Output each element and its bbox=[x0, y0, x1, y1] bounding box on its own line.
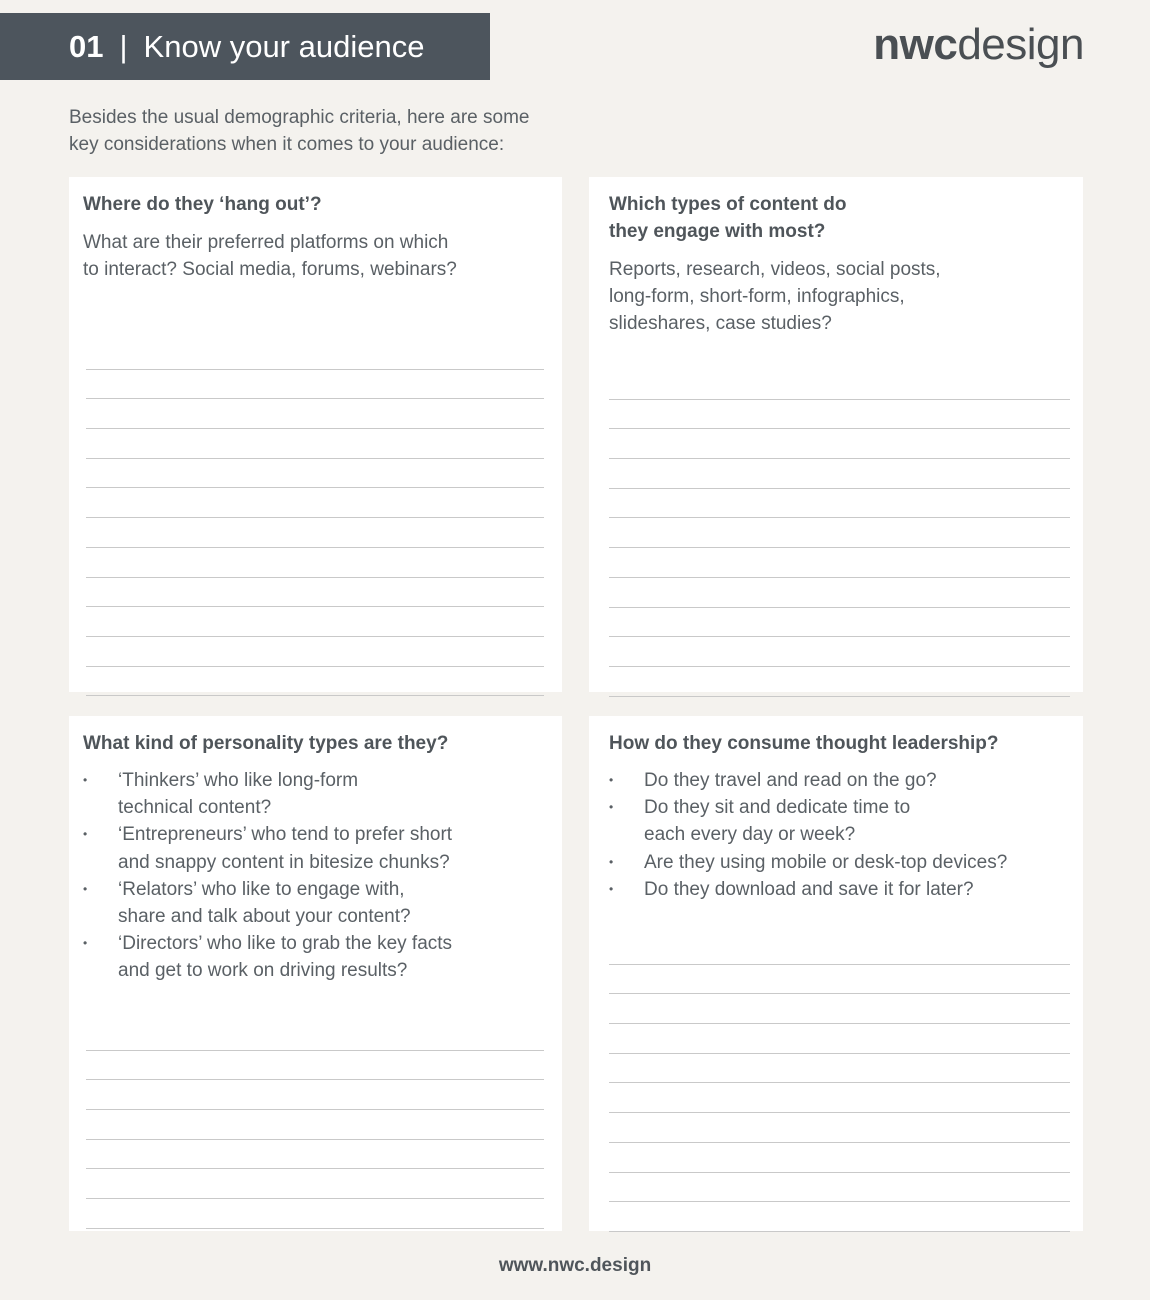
writing-line bbox=[609, 1024, 1070, 1054]
description-line: What are their preferred platforms on which bbox=[83, 232, 449, 253]
writing-line bbox=[609, 994, 1070, 1024]
writing-line bbox=[86, 488, 544, 518]
item-line: ‘Thinkers’ who like long-form bbox=[118, 770, 359, 791]
description-line: long-form, short-form, infographics, bbox=[609, 286, 905, 307]
card-hangout bbox=[69, 177, 562, 692]
list-item bbox=[83, 930, 523, 984]
list-item bbox=[609, 767, 1069, 794]
writing-line bbox=[86, 429, 544, 459]
item-line: ‘Relators’ who like to engage with, bbox=[118, 878, 405, 900]
writing-line bbox=[86, 1080, 544, 1110]
bullet-icon: • bbox=[83, 827, 88, 842]
logo-light-part: design bbox=[957, 20, 1084, 69]
bullet-list bbox=[609, 767, 1069, 903]
writing-lines bbox=[609, 935, 1070, 1232]
item-line: ‘Entrepreneurs’ who tend to prefer short bbox=[118, 824, 453, 846]
description-line: Reports, research, videos, social posts, bbox=[609, 259, 941, 280]
writing-line bbox=[86, 1169, 544, 1199]
bullet-icon: • bbox=[83, 773, 88, 787]
writing-line bbox=[86, 340, 544, 370]
title-line: Which types of content do bbox=[609, 194, 847, 215]
writing-line bbox=[86, 1021, 544, 1051]
bullet-list bbox=[83, 767, 523, 985]
logo-bold-part: nwc bbox=[873, 20, 958, 69]
writing-line bbox=[609, 400, 1070, 430]
bullet-icon: • bbox=[609, 800, 614, 815]
list-item bbox=[83, 876, 523, 930]
card-content-types bbox=[589, 177, 1083, 692]
writing-line bbox=[609, 637, 1070, 667]
list-item bbox=[609, 849, 1069, 876]
item-line: Do they travel and read on the go? bbox=[644, 770, 937, 791]
writing-line bbox=[86, 1140, 544, 1170]
writing-line bbox=[609, 1202, 1070, 1232]
list-item bbox=[609, 876, 1069, 903]
writing-line bbox=[609, 965, 1070, 995]
writing-line bbox=[86, 1199, 544, 1229]
bullet-icon: • bbox=[609, 854, 614, 869]
writing-line bbox=[86, 578, 544, 608]
brand-logo bbox=[873, 20, 1084, 70]
writing-line bbox=[86, 607, 544, 637]
footer-url: www.nwc.design bbox=[498, 1255, 652, 1276]
card-title bbox=[609, 191, 909, 245]
item-line: Do they download and save it for later? bbox=[644, 878, 974, 900]
item-line: and get to work on driving results? bbox=[118, 960, 408, 982]
section-header bbox=[0, 13, 490, 80]
writing-line bbox=[86, 667, 544, 697]
card-description bbox=[609, 256, 989, 337]
writing-line bbox=[609, 518, 1070, 548]
list-item bbox=[83, 767, 523, 821]
item-line: Do they sit and dedicate time to bbox=[644, 797, 911, 819]
item-line: technical content? bbox=[118, 797, 272, 819]
writing-line bbox=[609, 429, 1070, 459]
writing-line bbox=[86, 399, 544, 429]
card-thought-leadership bbox=[589, 716, 1083, 1231]
writing-line bbox=[609, 1083, 1070, 1113]
writing-line bbox=[86, 1110, 544, 1140]
writing-line bbox=[86, 459, 544, 489]
writing-line bbox=[609, 608, 1070, 638]
card-description bbox=[83, 229, 533, 283]
bullet-icon: • bbox=[609, 773, 614, 787]
writing-line bbox=[86, 548, 544, 578]
writing-line bbox=[609, 667, 1070, 697]
writing-line bbox=[609, 489, 1070, 519]
writing-line bbox=[609, 1113, 1070, 1143]
card-title: What kind of personality types are they? bbox=[83, 733, 449, 754]
card-title: Where do they ‘hang out’? bbox=[83, 194, 322, 215]
writing-line bbox=[609, 578, 1070, 608]
writing-line bbox=[86, 1051, 544, 1081]
writing-line bbox=[609, 370, 1070, 400]
writing-line bbox=[609, 1143, 1070, 1173]
writing-line bbox=[86, 518, 544, 548]
item-line: ‘Directors’ who like to grab the key facts bbox=[118, 933, 453, 955]
writing-line bbox=[609, 459, 1070, 489]
bullet-icon: • bbox=[83, 881, 88, 896]
list-item bbox=[83, 821, 523, 875]
intro-line: key considerations when it comes to your audience: bbox=[69, 134, 505, 155]
writing-line bbox=[86, 370, 544, 400]
writing-line bbox=[609, 935, 1070, 965]
item-line: each every day or week? bbox=[644, 824, 856, 846]
card-title: How do they consume thought leadership? bbox=[609, 733, 999, 754]
title-line: they engage with most? bbox=[609, 221, 826, 242]
page-title: Know your audience bbox=[143, 28, 425, 64]
description-line: slideshares, case studies? bbox=[609, 313, 832, 334]
section-number: 01 bbox=[69, 28, 104, 64]
writing-line bbox=[609, 1173, 1070, 1203]
description-line: to interact? Social media, forums, webinars? bbox=[83, 259, 457, 280]
writing-line bbox=[609, 548, 1070, 578]
intro-text bbox=[69, 104, 629, 158]
bullet-icon: • bbox=[609, 881, 614, 896]
writing-line bbox=[609, 1054, 1070, 1084]
item-line: Are they using mobile or desk-top devices? bbox=[644, 851, 1008, 873]
bullet-icon: • bbox=[83, 936, 88, 951]
card-personality-types bbox=[69, 716, 562, 1231]
writing-lines bbox=[86, 1021, 544, 1229]
header-separator: | bbox=[119, 28, 128, 64]
intro-line: Besides the usual demographic criteria, here are some bbox=[69, 107, 530, 128]
item-line: share and talk about your content? bbox=[118, 906, 411, 928]
writing-line bbox=[86, 637, 544, 667]
item-line: and snappy content in bitesize chunks? bbox=[118, 851, 450, 873]
list-item bbox=[609, 794, 1069, 848]
